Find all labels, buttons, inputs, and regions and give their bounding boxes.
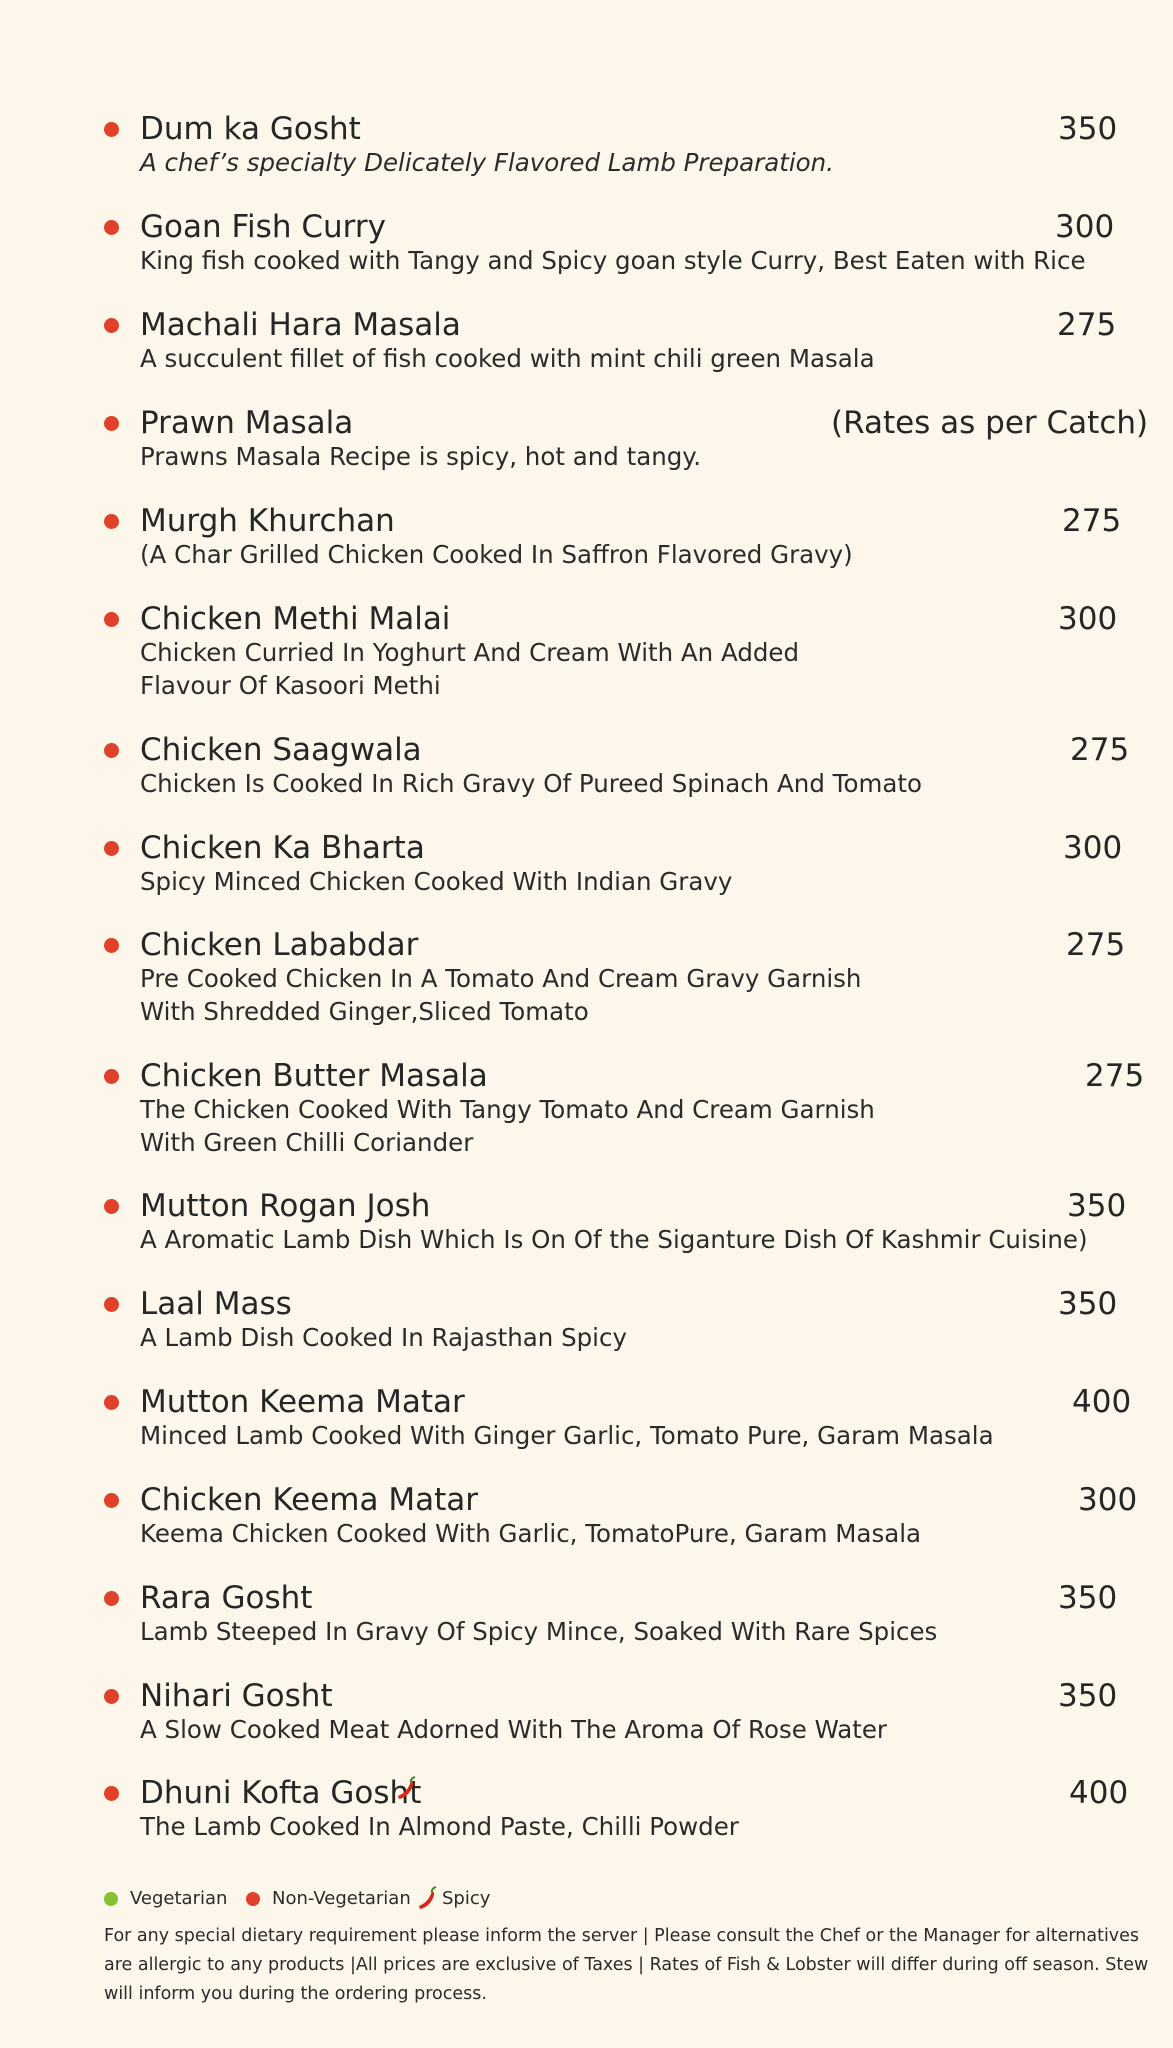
item-price: 300 <box>1078 1482 1138 1518</box>
item-name: Chicken Keema Matar <box>140 1482 478 1518</box>
item-name: Dum ka Gosht <box>140 111 361 147</box>
item-price: 400 <box>1069 1775 1129 1811</box>
item-description: A Lamb Dish Cooked In Rajasthan Spicy <box>140 1323 627 1352</box>
chili-pepper-icon <box>416 1886 440 1912</box>
item-price: 350 <box>1058 1678 1118 1714</box>
non-vegetarian-dot-icon <box>104 1689 119 1704</box>
item-name: Chicken Saagwala <box>140 732 422 768</box>
item-price: 300 <box>1058 601 1118 637</box>
item-description: A Aromatic Lamb Dish Which Is On Of the Siganture Dish Of Kashmir Cuisine) <box>140 1225 1088 1254</box>
non-vegetarian-dot-icon <box>104 514 119 529</box>
item-name: Nihari Gosht <box>140 1678 333 1714</box>
item-name: Machali Hara Masala <box>140 307 461 343</box>
item-description: The Chicken Cooked With Tangy Tomato And Cream Garnish <box>140 1095 875 1124</box>
non-vegetarian-dot-icon <box>104 1591 119 1606</box>
item-description: Chicken Is Cooked In Rich Gravy Of Pureed Spinach And Tomato <box>140 769 922 798</box>
item-description: Pre Cooked Chicken In A Tomato And Cream Gravy Garnish <box>140 964 862 993</box>
footnote <box>104 1922 1173 2009</box>
item-name: Rara Gosht <box>140 1580 313 1616</box>
item-description: Lamb Steeped In Gravy Of Spicy Mince, Soaked With Rare Spices <box>140 1617 938 1646</box>
item-price: 275 <box>1085 1058 1145 1094</box>
item-name: Mutton Keema Matar <box>140 1384 465 1420</box>
footnote-line: will inform you during the ordering process. <box>104 1984 487 2004</box>
item-price: 350 <box>1058 1580 1118 1616</box>
non-vegetarian-dot-icon <box>104 938 119 953</box>
legend-non-vegetarian-label: Non-Vegetarian <box>272 1888 411 1909</box>
item-description: A chef’s specialty Delicately Flavored Lamb Preparation. <box>140 148 834 177</box>
non-vegetarian-dot-icon <box>104 122 119 137</box>
item-name: Chicken Ka Bharta <box>140 830 425 866</box>
item-name: Chicken Butter Masala <box>140 1058 488 1094</box>
footnote-line: are allergic to any products |All prices are exclusive of Taxes | Rates of Fish & Lobster will differ during off season. Stew <box>104 1955 1149 1975</box>
item-description: The Lamb Cooked In Almond Paste, Chilli Powder <box>140 1812 739 1841</box>
item-price: 350 <box>1058 1286 1118 1322</box>
non-vegetarian-dot-icon <box>104 1069 119 1084</box>
item-description: With Shredded Ginger,Sliced Tomato <box>140 997 589 1026</box>
item-price: (Rates as per Catch) <box>831 405 1149 441</box>
item-name: Mutton Rogan Josh <box>140 1188 431 1224</box>
item-description: Prawns Masala Recipe is spicy, hot and tangy. <box>140 442 702 471</box>
item-price: 275 <box>1062 503 1122 539</box>
item-description: (A Char Grilled Chicken Cooked In Saffron Flavored Gravy) <box>140 540 853 569</box>
vegetarian-dot-icon <box>104 1892 118 1906</box>
item-price: 275 <box>1070 732 1130 768</box>
item-name: Prawn Masala <box>140 405 354 441</box>
non-vegetarian-dot-icon <box>104 743 119 758</box>
item-name: Chicken Lababdar <box>140 927 419 963</box>
non-vegetarian-dot-icon <box>104 1786 119 1801</box>
item-description: A Slow Cooked Meat Adorned With The Aroma Of Rose Water <box>140 1715 887 1744</box>
legend-spicy-label: Spicy <box>442 1888 491 1909</box>
item-price: 275 <box>1066 927 1126 963</box>
item-name: Murgh Khurchan <box>140 503 395 539</box>
item-description: Flavour Of Kasoori Methi <box>140 671 441 700</box>
item-description: A succulent fillet of fish cooked with mint chili green Masala <box>140 344 875 373</box>
item-price: 275 <box>1057 307 1117 343</box>
non-vegetarian-dot-icon <box>104 318 119 333</box>
non-vegetarian-dot-icon <box>104 612 119 627</box>
non-vegetarian-dot-icon <box>104 220 119 235</box>
item-price: 350 <box>1067 1188 1127 1224</box>
item-description: King fish cooked with Tangy and Spicy goan style Curry, Best Eaten with Rice <box>140 246 1086 275</box>
item-name: Dhuni Kofta Gosht <box>140 1775 422 1811</box>
item-description: Keema Chicken Cooked With Garlic, TomatoPure, Garam Masala <box>140 1519 922 1548</box>
footnote-line: For any special dietary requirement please inform the server | Please consult the Chef or the Manager for alternatives <box>104 1926 1140 1946</box>
item-price: 300 <box>1055 209 1115 245</box>
item-description: Minced Lamb Cooked With Ginger Garlic, Tomato Pure, Garam Masala <box>140 1421 994 1450</box>
non-vegetarian-dot-icon <box>104 841 119 856</box>
item-description: Chicken Curried In Yoghurt And Cream With An Added <box>140 638 800 667</box>
non-vegetarian-dot-icon <box>104 1395 119 1410</box>
item-description: Spicy Minced Chicken Cooked With Indian Gravy <box>140 867 733 896</box>
non-vegetarian-dot-icon <box>104 1199 119 1214</box>
non-vegetarian-dot-icon <box>104 1297 119 1312</box>
non-vegetarian-dot-icon <box>104 416 119 431</box>
item-name: Chicken Methi Malai <box>140 601 451 637</box>
item-name: Goan Fish Curry <box>140 209 386 245</box>
non-vegetarian-dot-icon <box>246 1892 260 1906</box>
legend-vegetarian-label: Vegetarian <box>130 1888 228 1909</box>
item-price: 300 <box>1063 830 1123 866</box>
item-name: Laal Mass <box>140 1286 292 1322</box>
chili-pepper-icon <box>394 1776 420 1802</box>
item-price: 400 <box>1072 1384 1132 1420</box>
non-vegetarian-dot-icon <box>104 1493 119 1508</box>
item-description: With Green Chilli Coriander <box>140 1128 474 1157</box>
item-price: 350 <box>1058 111 1118 147</box>
